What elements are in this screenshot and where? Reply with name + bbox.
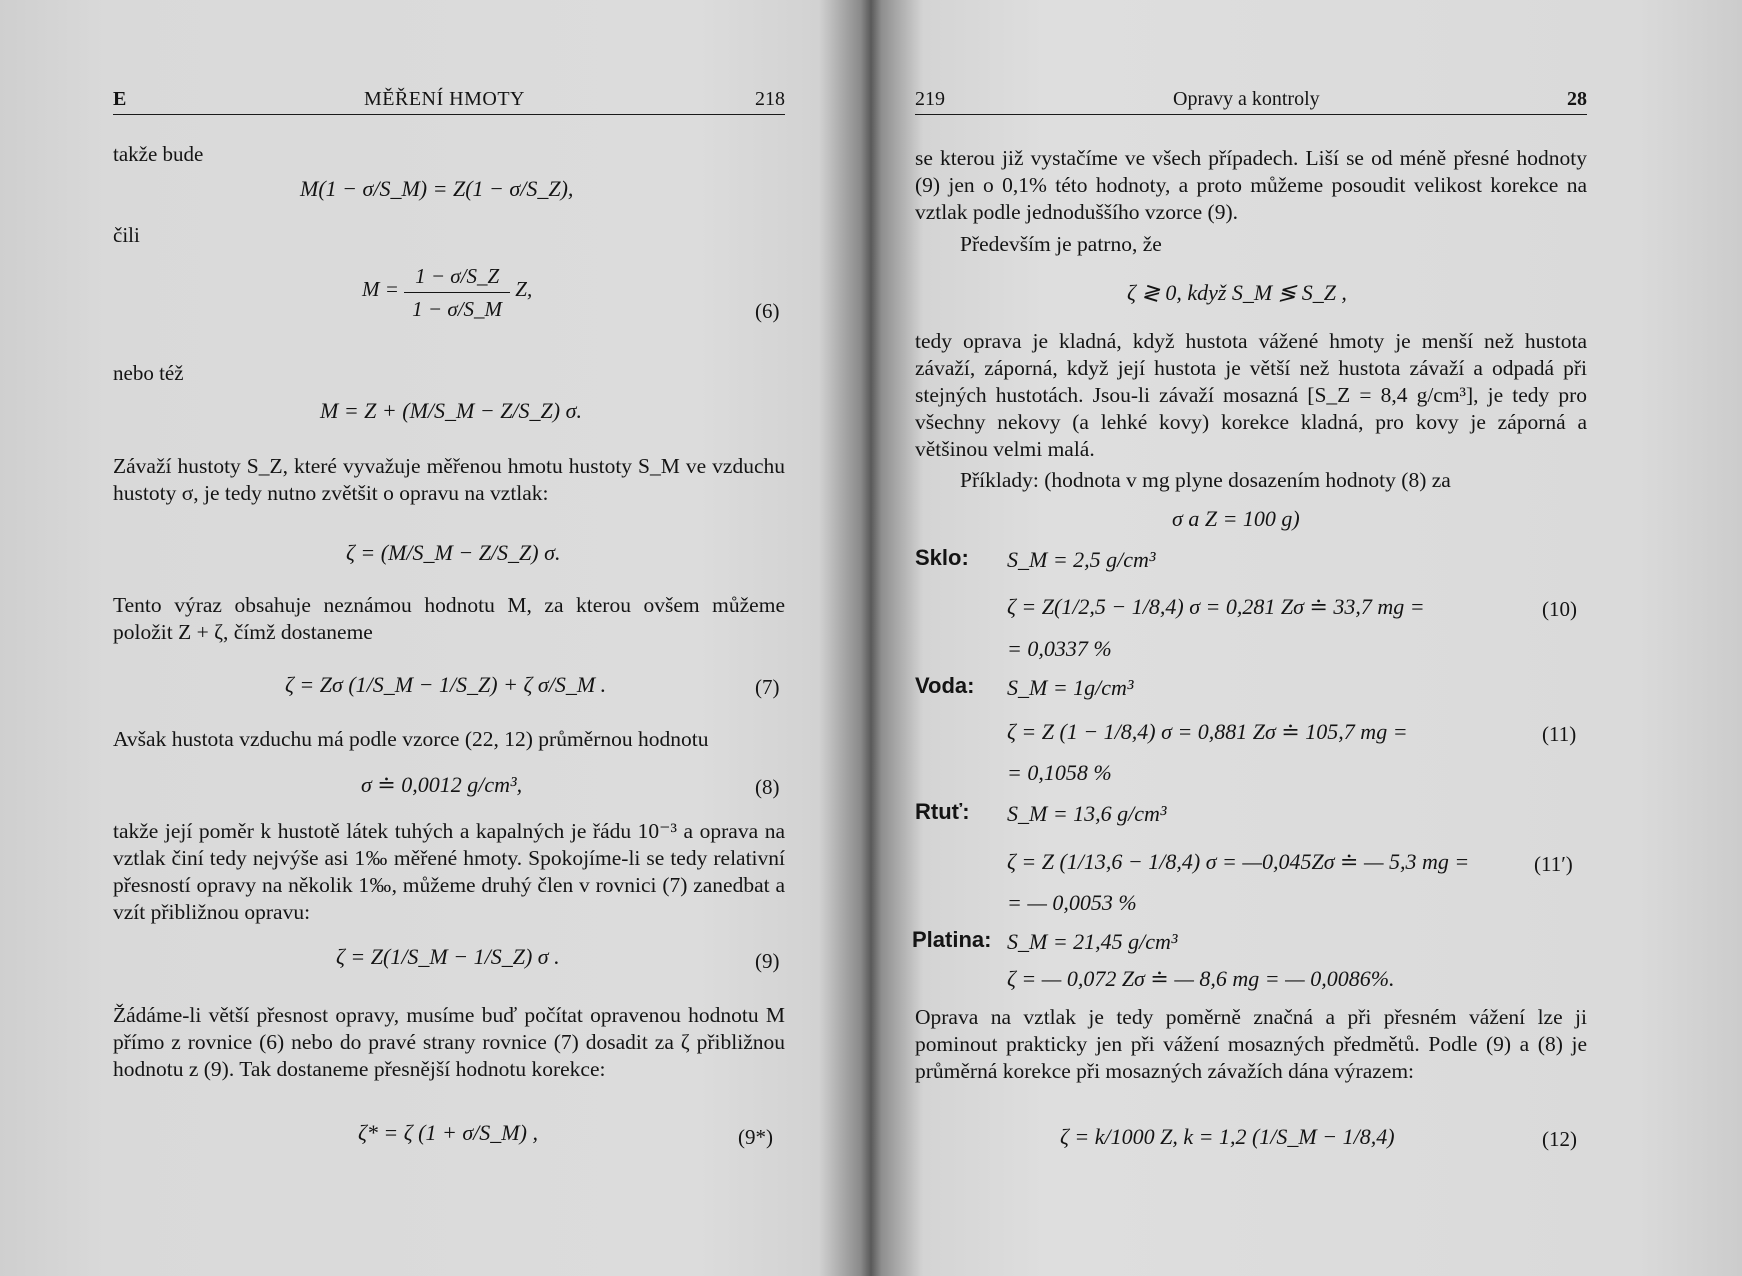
left-page [0, 0, 860, 1276]
formula-6-denominator: 1 − σ/S_M [412, 297, 503, 321]
text-cili: čili [113, 223, 140, 247]
label-rtut: Rtuť: [915, 799, 970, 824]
page-number: 219 [915, 88, 945, 110]
paragraph-2: Tento výraz obsahuje neznámou hodnotu M, za kterou ovšem můžeme položit Z + ζ, čímž dostaneme [113, 593, 785, 644]
eq-number-10: (10) [1542, 597, 1577, 621]
paragraph-3: tedy oprava je kladná, když hustota vážené hmoty je menší než hustota závaží, záporná, když její hustota je větší než hustota závaží a odpadá při stejných hustotách. Jsou-li závaží mosazná [S_Z = 8,4 g/cm³], je tedy pro všechny nekovy (a lehké kovy) korekce kladná, pro kovy je záporná a většinou velmi malá. [915, 329, 1587, 461]
eq-number-12: (12) [1542, 1127, 1577, 1151]
paragraph-3: Avšak hustota vzduchu má podle vzorce (22, 12) průměrnou hodnotu [113, 727, 709, 751]
paragraph-1: se kterou již vystačíme ve všech případech. Liší se od méně přesné hodnoty (9) jen o 0,1% této hodnoty, a proto můžeme posoudit velikost korekce na vztlak podle jednoduššího vzorce (9). [915, 146, 1587, 224]
formula-3: M = Z + (M/S_M − Z/S_Z) σ. [320, 398, 582, 423]
page-number: 218 [755, 88, 785, 110]
label-voda: Voda: [915, 673, 975, 698]
platina-density: S_M = 21,45 g/cm³ [1007, 929, 1178, 954]
rtut-density: S_M = 13,6 g/cm³ [1007, 801, 1167, 826]
section-letter: E [113, 88, 127, 110]
formula-6-rhs: Z, [515, 277, 533, 301]
text-nebo: nebo též [113, 361, 184, 385]
paragraph-5: Žádáme-li větší přesnost opravy, musíme buď počítat opravenou hodnotu M přímo z rovnice (6) nebo do pravé strany rovnice (7) dosadit za ζ přibližnou hodnotu z (9). Tak dostaneme přesnější hodnotu korekce: [113, 1003, 785, 1081]
sklo-formula: ζ = Z(1/2,5 − 1/8,4) σ = 0,281 Zσ ≐ 33,7 mg = [1007, 594, 1425, 619]
right-page [882, 0, 1742, 1276]
eq-number-11: (11) [1542, 722, 1577, 746]
platina-formula: ζ = — 0,072 Zσ ≐ — 8,6 mg = — 0,0086%. [1007, 966, 1395, 991]
eq-number-7: (7) [755, 675, 780, 699]
formula-1: M(1 − σ/S_M) = Z(1 − σ/S_Z), [300, 176, 574, 201]
eq-number-8: (8) [755, 775, 780, 799]
formula-8: σ ≐ 0,0012 g/cm³, [361, 772, 523, 797]
eq-number-11-prime: (11′) [1534, 852, 1573, 876]
rtut-result: = — 0,0053 % [1007, 890, 1137, 915]
formula-inequality: ζ ≷ 0, když S_M ≶ S_Z , [1127, 280, 1347, 305]
rtut-formula: ζ = Z (1/13,6 − 1/8,4) σ = —0,045Zσ ≐ — 5,3 mg = [1007, 849, 1470, 874]
paragraph-4: takže její poměr k hustotě látek tuhých a kapalných je řádu 10⁻³ a oprava na vztlak činí tedy nejvýše asi 1‰ měřené hmoty. Spokojíme-li se tedy relativní přesností opravy na několik 1‰, můžeme druhý člen v rovnici (7) zanedbat a vzít přibližnou opravu: [113, 819, 785, 924]
paragraph-4-cont: σ a Z = 100 g) [1172, 506, 1300, 531]
voda-density: S_M = 1g/cm³ [1007, 675, 1134, 700]
formula-6 [362, 258, 532, 321]
formula-6-lhs: M = [362, 277, 399, 301]
sklo-density: S_M = 2,5 g/cm³ [1007, 547, 1156, 572]
formula-9: ζ = Z(1/S_M − 1/S_Z) σ . [336, 944, 560, 969]
voda-result: = 0,1058 % [1007, 760, 1112, 785]
eq-number-9-star: (9*) [738, 1125, 773, 1149]
formula-9-star: ζ* = ζ (1 + σ/S_M) , [358, 1120, 538, 1145]
paragraph-2: Především je patrno, že [960, 232, 1162, 256]
paragraph-1: Závaží hustoty S_Z, které vyvažuje měřenou hmotu hustoty S_M ve vzduchu hustoty σ, je tedy nutno zvětšit o opravu na vztlak: [113, 454, 785, 505]
right-header [915, 88, 1587, 115]
eq-number-6: (6) [755, 299, 780, 323]
voda-formula: ζ = Z (1 − 1/8,4) σ = 0,881 Zσ ≐ 105,7 mg = [1007, 719, 1408, 744]
running-title: Opravy a kontroly [1173, 88, 1320, 110]
sklo-result: = 0,0337 % [1007, 636, 1112, 661]
label-platina: Platina: [912, 927, 992, 952]
formula-12: ζ = k/1000 Z, k = 1,2 (1/S_M − 1/8,4) [1060, 1124, 1395, 1149]
text-takze: takže bude [113, 142, 204, 166]
running-title: MĚŘENÍ HMOTY [364, 88, 525, 110]
paragraph-5: Oprava na vztlak je tedy poměrně značná a při přesném vážení lze ji pominout prakticky jen při vážení mosazných předmětů. Podle (9) a (8) je průměrná korekce při mosazných závažích dána výrazem: [915, 1005, 1587, 1083]
label-sklo: Sklo: [915, 545, 969, 570]
chapter-number: 28 [1567, 88, 1587, 110]
left-header [113, 88, 785, 115]
formula-6-numerator: 1 − σ/S_Z [404, 258, 510, 293]
eq-number-9: (9) [755, 949, 780, 973]
formula-6-fraction [404, 258, 510, 321]
formula-7: ζ = Zσ (1/S_M − 1/S_Z) + ζ σ/S_M . [285, 672, 607, 697]
paragraph-4: Příklady: (hodnota v mg plyne dosazením hodnoty (8) za [960, 468, 1451, 492]
formula-4: ζ = (M/S_M − Z/S_Z) σ. [346, 540, 561, 565]
